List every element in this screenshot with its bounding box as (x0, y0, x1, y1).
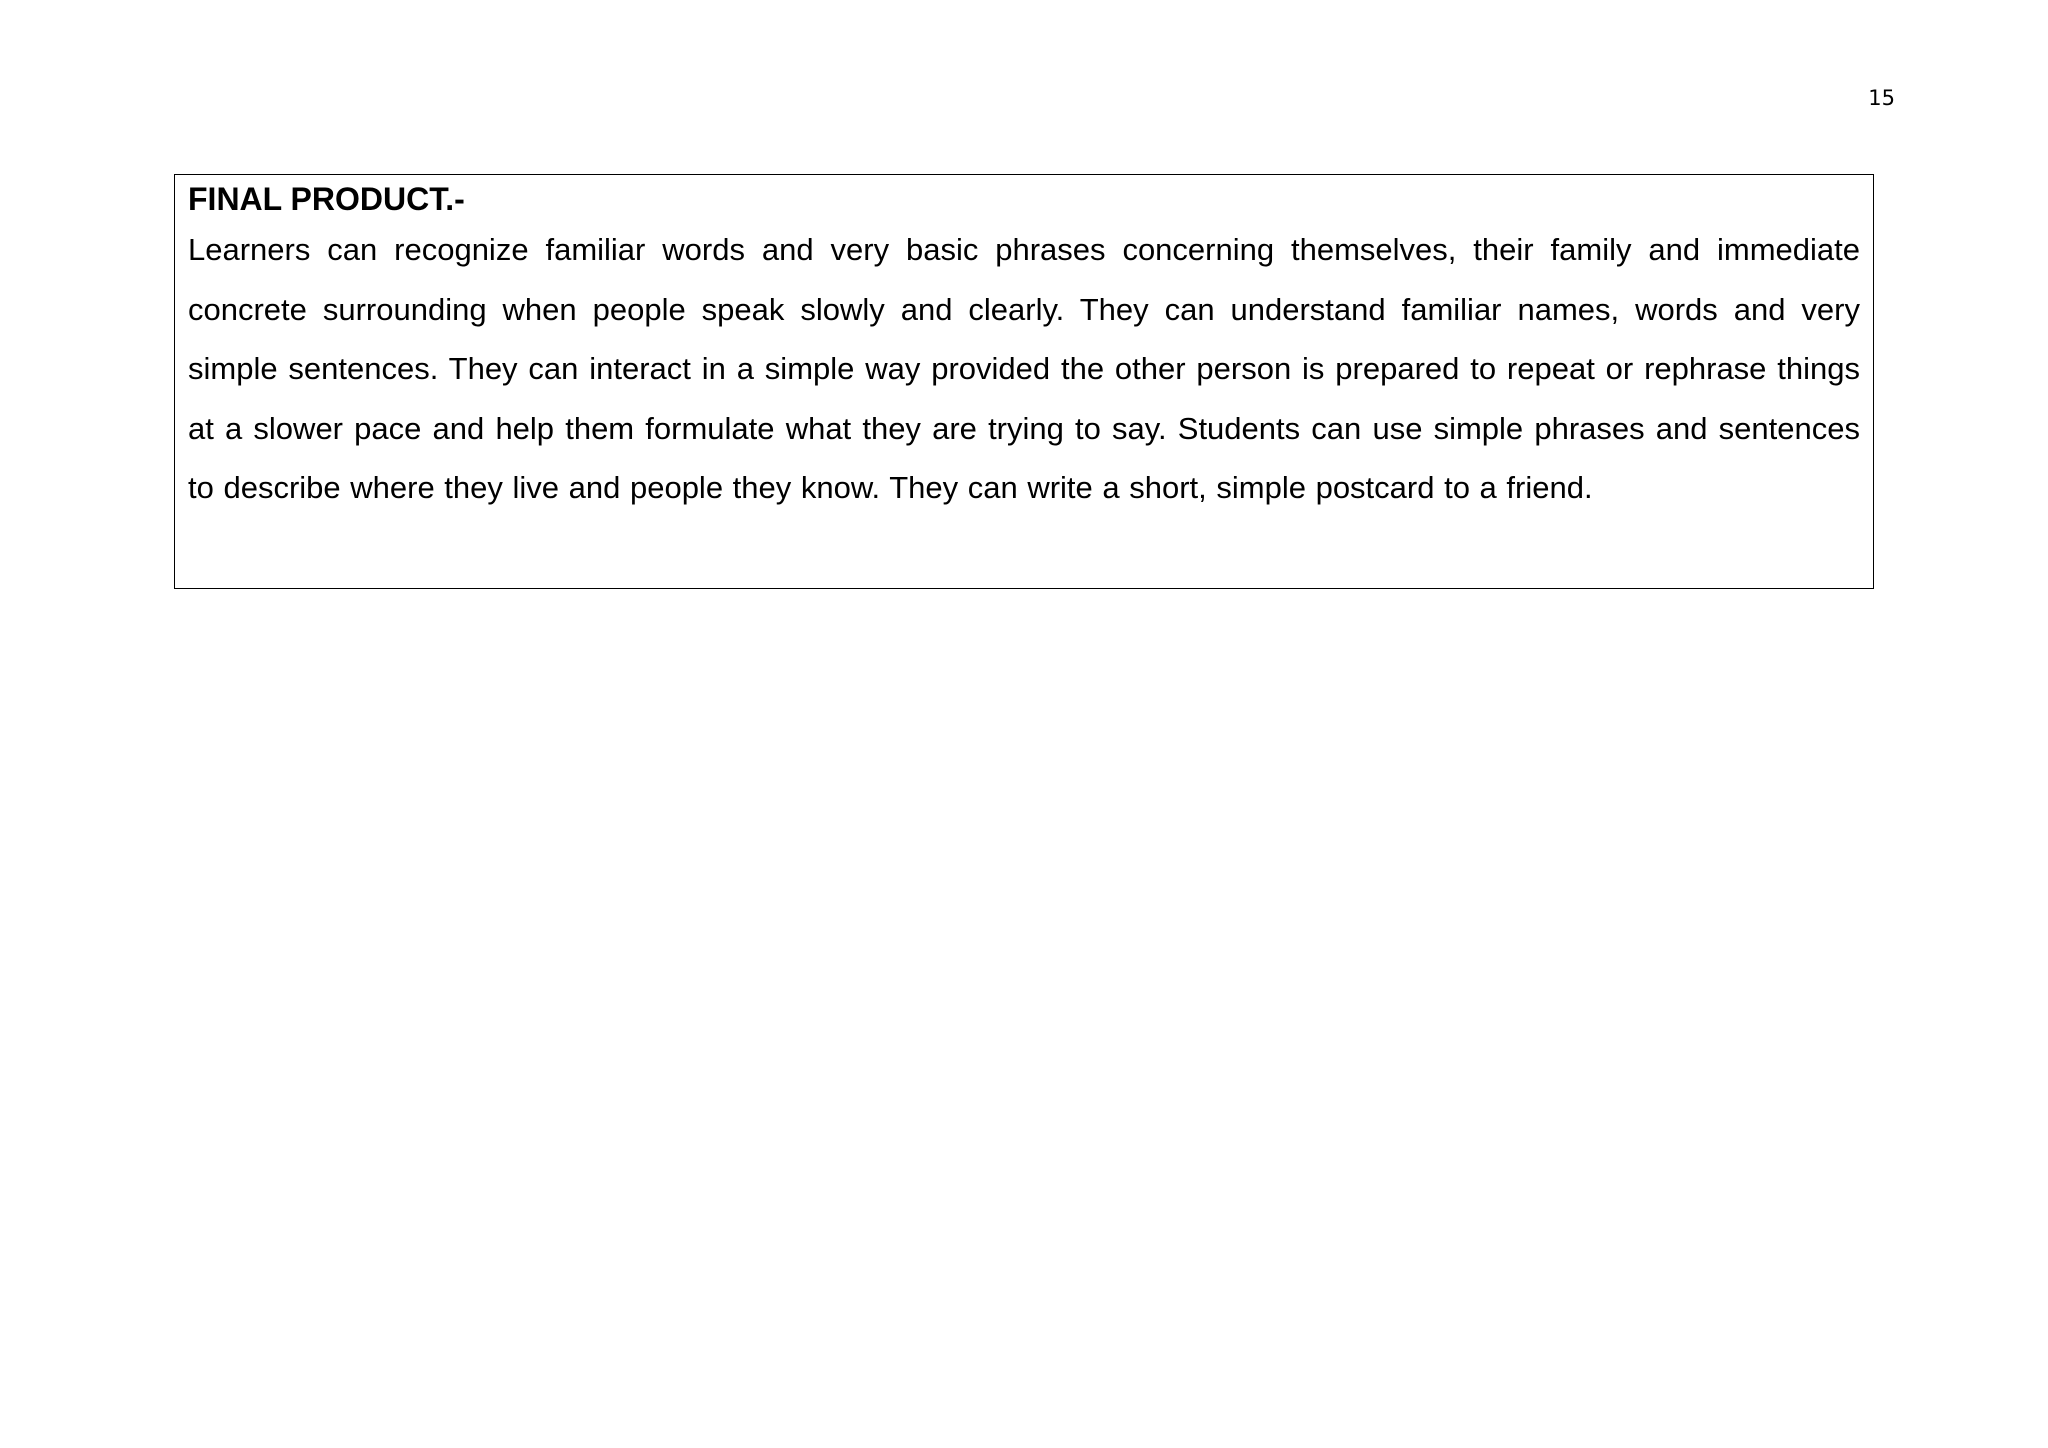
final-product-heading: FINAL PRODUCT.- (188, 181, 465, 217)
final-product-box (174, 174, 1874, 589)
final-product-text: Learners can recognize familiar words and very basic phrases concerning themselves, their family and immediate concrete surrounding when people speak slowly and clearly. They can understand familiar names, words and very simple sentences. They can interact in a simple way provided the other person is prepared to repeat or rephrase things at a slower pace and help them formulate what they are trying to say. Students can use simple phrases and sentences to describe where they live and people they know. They can write a short, simple postcard to a friend. (188, 232, 1860, 505)
page-number: 15 (1868, 86, 1895, 110)
